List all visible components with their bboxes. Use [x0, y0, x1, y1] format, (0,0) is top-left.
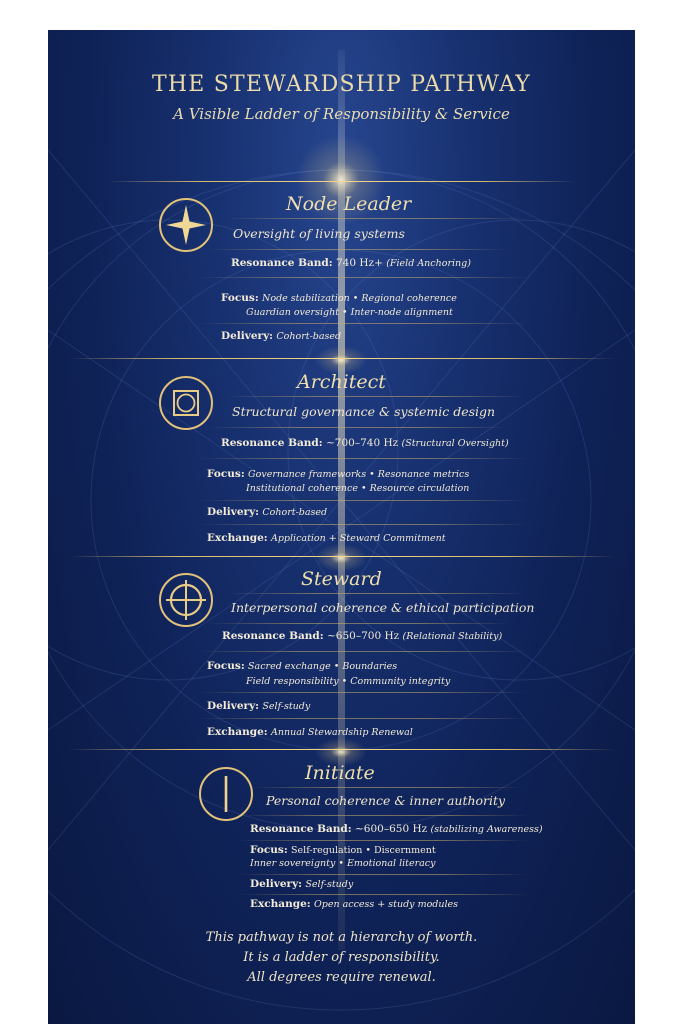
exchange-value: Application + Steward Commitment: [270, 533, 446, 544]
row-divider: [198, 692, 528, 693]
delivery-row: [207, 700, 310, 712]
focus-line-1: Governance frameworks • Resonance metrics: [248, 469, 470, 480]
row-divider: [208, 623, 508, 624]
four-point-star-icon: [158, 197, 214, 253]
exchange-label: Exchange:: [207, 726, 268, 738]
band-label: Resonance Band:: [221, 437, 323, 449]
exchange-value: Annual Stewardship Renewal: [270, 727, 413, 738]
focus-row: [221, 292, 457, 304]
row-divider: [198, 718, 528, 719]
delivery-label: Delivery:: [250, 878, 303, 890]
focus-row-2: [246, 676, 450, 687]
tier-divider: [108, 181, 575, 182]
tier-tagline: Personal coherence & inner authority: [266, 793, 506, 808]
focus-row: [207, 468, 469, 480]
exchange-label: Exchange:: [250, 898, 311, 910]
band-value: ~600–650 Hz: [355, 823, 428, 835]
resonance-band-row: [250, 823, 543, 835]
row-divider: [208, 427, 508, 428]
tier-underline: [226, 593, 526, 594]
row-divider: [198, 277, 528, 278]
exchange-value: Open access + study modules: [313, 899, 459, 910]
exchange-row: [207, 726, 413, 738]
focus-line-1: Node stabilization • Regional coherence: [262, 293, 457, 304]
delivery-value: Cohort-based: [262, 507, 328, 518]
page-title: THE STEWARDSHIP PATHWAY: [151, 72, 532, 97]
row-divider: [198, 323, 528, 324]
focus-line-2: Institutional coherence • Resource circulation: [246, 483, 470, 494]
band-value: 740 Hz+: [336, 257, 383, 269]
row-divider: [238, 874, 528, 875]
focus-line-2: Field responsibility • Community integrity: [246, 676, 451, 687]
tier-divider: [68, 358, 615, 359]
row-divider: [198, 651, 528, 652]
delivery-row: [207, 506, 327, 518]
focus-label: Focus:: [221, 292, 259, 304]
delivery-row: [250, 878, 353, 890]
closing-line-3: All degrees require renewal.: [247, 970, 436, 985]
focus-row: [207, 660, 397, 672]
delivery-label: Delivery:: [207, 700, 260, 712]
focus-label: Focus:: [250, 844, 288, 856]
row-divider: [198, 500, 528, 501]
exchange-row: [207, 532, 446, 544]
band-note: (Structural Oversight): [401, 438, 509, 449]
band-note: (Relational Stability): [402, 631, 503, 642]
focus-row: [250, 844, 436, 856]
tier-tagline: Structural governance & systemic design: [232, 404, 496, 419]
tier-underline: [226, 396, 526, 397]
band-label: Resonance Band:: [231, 257, 333, 269]
row-divider: [238, 894, 528, 895]
tier-tagline: Oversight of living systems: [233, 226, 405, 241]
delivery-label: Delivery:: [207, 506, 260, 518]
delivery-row: [221, 330, 341, 342]
focus-label: Focus:: [207, 468, 245, 480]
closing-statement: [48, 928, 635, 988]
row-divider: [238, 840, 528, 841]
delivery-value: Self-study: [305, 879, 354, 890]
tier-name-initiate: Initiate: [305, 762, 375, 784]
tier-divider: [68, 749, 615, 750]
resonance-band-row: [231, 257, 471, 269]
band-note: (stabilizing Awareness): [430, 824, 543, 835]
band-value: ~650–700 Hz: [327, 630, 400, 642]
row-divider: [198, 524, 528, 525]
tier-name-node-leader: Node Leader: [286, 193, 412, 215]
delivery-value: Self-study: [262, 701, 311, 712]
vertical-line-circle-icon: [198, 766, 254, 822]
row-divider: [238, 815, 528, 816]
band-label: Resonance Band:: [250, 823, 352, 835]
delivery-label: Delivery:: [221, 330, 274, 342]
tier-underline: [253, 787, 523, 788]
tier-tagline: Interpersonal coherence & ethical participation: [231, 600, 535, 615]
crossed-circle-icon: [158, 572, 214, 628]
stewardship-poster: [48, 30, 635, 1024]
closing-line-1: This pathway is not a hierarchy of worth.: [205, 930, 478, 945]
resonance-band-row: [221, 437, 509, 449]
focus-line-2: Inner sovereignty • Emotional literacy: [250, 858, 436, 869]
focus-label: Focus:: [207, 660, 245, 672]
focus-row-2: [246, 483, 469, 494]
page-subtitle: A Visible Ladder of Responsibility & Service: [173, 105, 510, 123]
band-note: (Field Anchoring): [386, 258, 471, 269]
tier-name-steward: Steward: [301, 568, 382, 590]
band-label: Resonance Band:: [222, 630, 324, 642]
focus-line-1: Self-regulation • Discernment: [291, 845, 436, 856]
square-circle-icon: [158, 375, 214, 431]
focus-line-2: Guardian oversight • Inter-node alignment: [246, 307, 453, 318]
focus-row-2: [250, 858, 435, 869]
focus-line-1: Sacred exchange • Boundaries: [248, 661, 398, 672]
tier-divider: [68, 556, 615, 557]
band-value: ~700–740 Hz: [326, 437, 399, 449]
closing-line-2: It is a ladder of responsibility.: [243, 950, 440, 965]
row-divider: [208, 249, 508, 250]
tier-name-architect: Architect: [297, 371, 386, 393]
exchange-label: Exchange:: [207, 532, 268, 544]
delivery-value: Cohort-based: [276, 331, 342, 342]
resonance-band-row: [222, 630, 502, 642]
tier-underline: [226, 218, 526, 219]
row-divider: [198, 458, 528, 459]
exchange-row: [250, 898, 458, 910]
focus-row-2: [246, 307, 453, 318]
